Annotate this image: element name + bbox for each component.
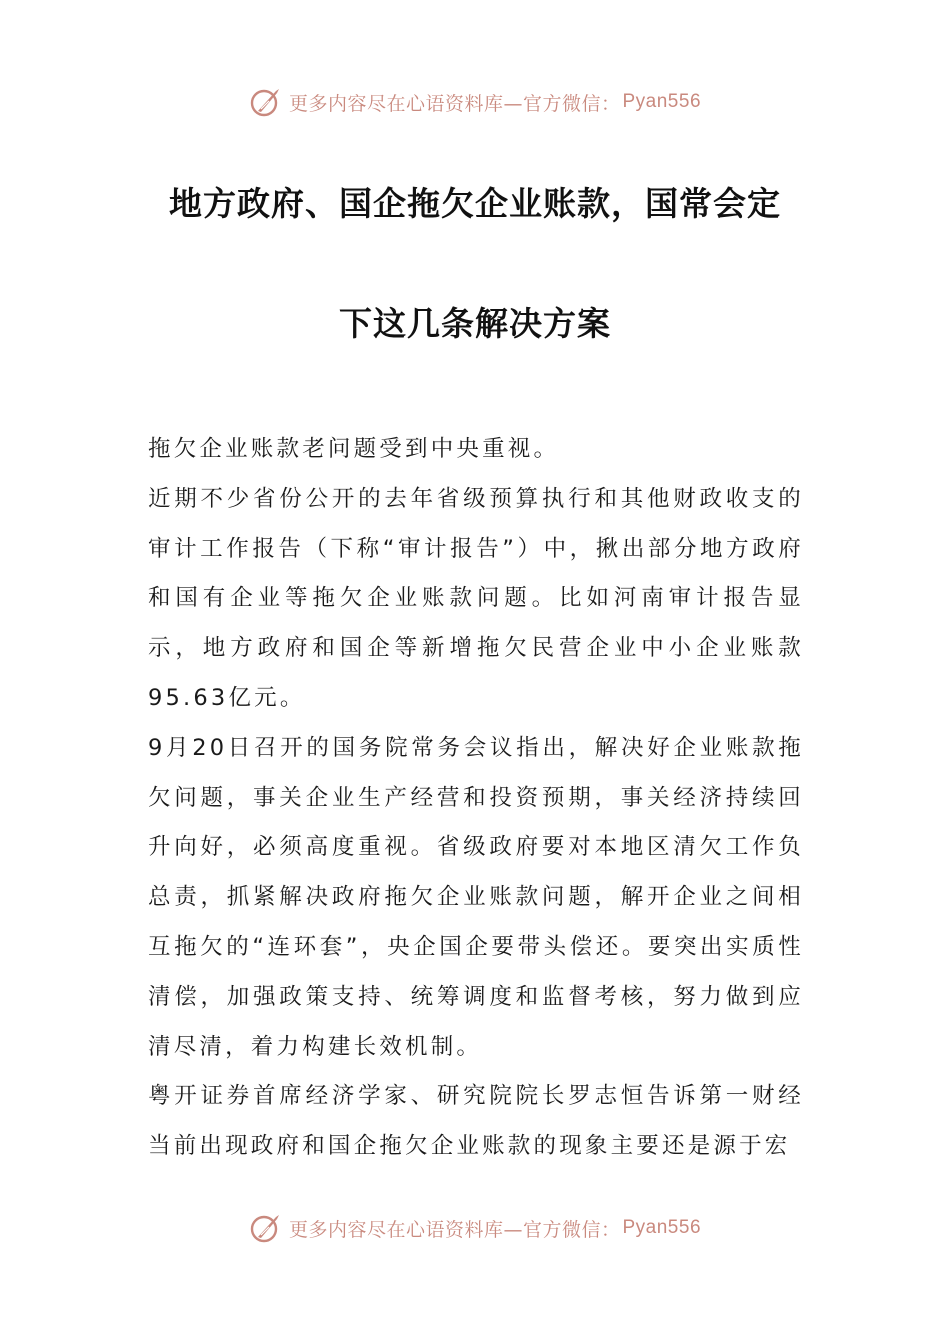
watermark-wechat-id: Pyan556 — [622, 1217, 702, 1238]
article-body — [148, 425, 804, 1172]
title-line-2: 下这几条解决方案 — [339, 304, 611, 343]
footer-watermark — [0, 1208, 950, 1248]
quill-logo-icon — [249, 85, 283, 119]
paragraph: 拖欠企业账款老问题受到中央重视。 — [148, 436, 560, 462]
paragraph: 粤开证券首席经济学家、研究院院长罗志恒告诉第一财经当前出现政府和国企拖欠企业账款的现象主要还是源于宏 — [148, 1083, 804, 1160]
watermark-wechat-id: Pyan556 — [622, 91, 702, 112]
paragraph: 近期不少省份公开的去年省级预算执行和其他财政收支的审计工作报告（下称“审计报告”）中，揪出部分地方政府和国有企业等拖欠企业账款问题。比如河南审计报告显示，地方政府和国企等新增拖欠民营企业中小企业账款95.63亿元。 — [148, 485, 804, 711]
title-line-1: 地方政府、国企拖欠企业账款，国常会定 — [169, 184, 781, 223]
paragraph: 9月20日召开的国务院常务会议指出，解决好企业账款拖欠问题，事关企业生产经营和投资预期，事关经济持续回升向好，必须高度重视。省级政府要对本地区清欠工作负总责，抓紧解决政府拖欠企业账款问题，解开企业之间相互拖欠的“连环套”，央企国企要带头偿还。要突出实质性清偿，加强政策支持、统筹调度和监督考核，努力做到应清尽清，着力构建长效机制。 — [148, 734, 804, 1060]
header-watermark — [0, 82, 950, 122]
watermark-text: 更多内容尽在心语资料库—官方微信： — [288, 92, 621, 115]
quill-logo-icon — [249, 1211, 283, 1245]
watermark-text: 更多内容尽在心语资料库—官方微信： — [288, 1218, 621, 1241]
